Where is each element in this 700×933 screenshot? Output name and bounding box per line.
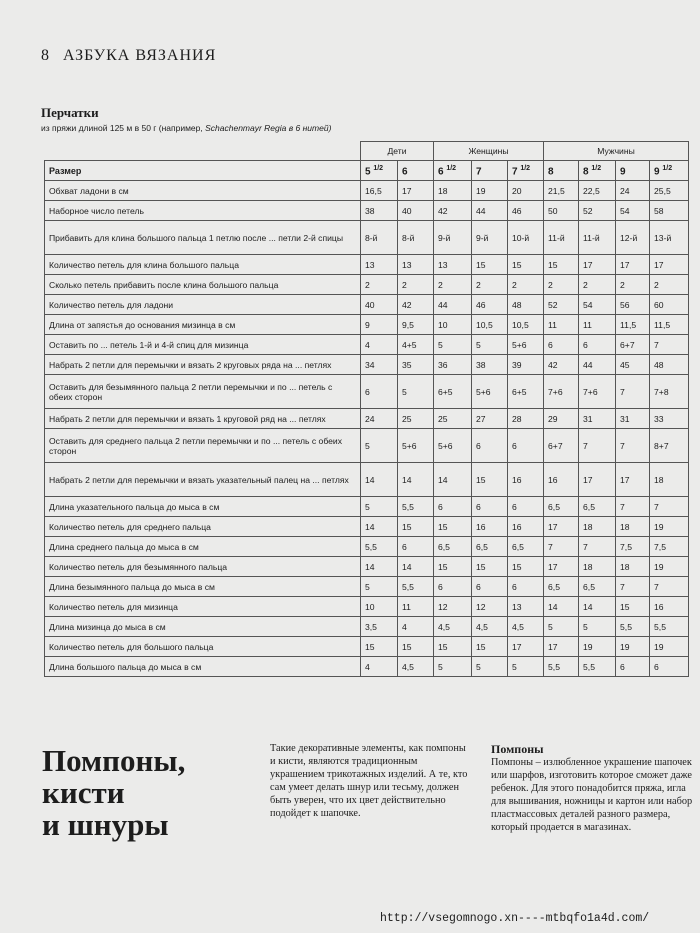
row-value: 17 (650, 255, 689, 275)
row-value: 6,5 (544, 577, 579, 597)
row-value: 6,5 (472, 537, 508, 557)
row-value: 14 (398, 557, 434, 577)
row-value: 6 (434, 577, 472, 597)
row-value: 6+5 (434, 375, 472, 409)
table-row (45, 463, 689, 497)
row-value: 14 (579, 597, 616, 617)
table-row (45, 497, 689, 517)
row-value: 7,5 (616, 537, 650, 557)
row-value: 44 (472, 201, 508, 221)
row-value: 18 (650, 463, 689, 497)
table-row (45, 221, 689, 255)
table-row (45, 375, 689, 409)
row-label: Длина мизинца до мыса в см (45, 617, 361, 637)
row-value: 5+6 (398, 429, 434, 463)
row-value: 18 (579, 517, 616, 537)
table-row (45, 181, 689, 201)
row-value: 5,5 (650, 617, 689, 637)
footer-url: http://vsegomnogo.xn----mtbqfo1a4d.com/ (380, 912, 650, 925)
pompons-paragraph: Помпоны – излюбленное украшение шапочек или шарфов, изготовить которое сможет даже ребенок. Для этого понадобится пряжа, игла для вышивания, ножницы и картон или набор пластмассовых деталей разного размера, который продается в магазинах. (491, 757, 693, 833)
size-fraction: 1/2 (591, 164, 602, 172)
row-label: Количество петель для безымянного пальца (45, 557, 361, 577)
size-main: 5 (365, 166, 371, 178)
row-value: 13 (508, 597, 544, 617)
row-value: 7+8 (650, 375, 689, 409)
table-row (45, 275, 689, 295)
row-value: 6 (361, 375, 398, 409)
group-header-row (45, 142, 689, 161)
page-number: 8 (41, 47, 49, 64)
row-value: 15 (616, 597, 650, 617)
size-cell (434, 161, 472, 181)
row-value: 50 (544, 201, 579, 221)
row-value: 17 (616, 255, 650, 275)
row-value: 9-й (434, 221, 472, 255)
group-header-blank (45, 142, 361, 161)
row-value: 19 (650, 637, 689, 657)
row-label: Длина от запястья до основания мизинца в см (45, 315, 361, 335)
size-header-row (45, 161, 689, 181)
row-value: 5,5 (398, 497, 434, 517)
table-row (45, 557, 689, 577)
row-value: 16,5 (361, 181, 398, 201)
size-cell (472, 161, 508, 181)
table-row (45, 597, 689, 617)
row-value: 11,5 (616, 315, 650, 335)
size-main: 7 (476, 166, 482, 178)
row-value: 2 (508, 275, 544, 295)
row-value: 19 (650, 517, 689, 537)
row-value: 6,5 (579, 497, 616, 517)
row-value: 7 (544, 537, 579, 557)
row-value: 27 (472, 409, 508, 429)
row-value: 9 (361, 315, 398, 335)
row-value: 2 (361, 275, 398, 295)
row-value: 25,5 (650, 181, 689, 201)
row-value: 15 (472, 463, 508, 497)
row-value: 5 (361, 497, 398, 517)
row-value: 6,5 (544, 497, 579, 517)
row-label: Обхват ладони в см (45, 181, 361, 201)
page-header (41, 47, 216, 65)
row-value: 5 (579, 617, 616, 637)
row-value: 5,5 (616, 617, 650, 637)
row-value: 5 (472, 657, 508, 677)
table-row (45, 637, 689, 657)
size-fraction: 1/2 (520, 164, 531, 172)
row-value: 5,5 (544, 657, 579, 677)
row-value: 54 (616, 201, 650, 221)
row-value: 8-й (398, 221, 434, 255)
size-cell (398, 161, 434, 181)
row-value: 5+6 (434, 429, 472, 463)
row-value: 4,5 (508, 617, 544, 637)
row-value: 14 (361, 463, 398, 497)
row-label: Наборное число петель (45, 201, 361, 221)
row-value: 14 (361, 557, 398, 577)
row-value: 13 (361, 255, 398, 275)
row-label: Оставить для среднего пальца 2 петли перемычки и по ... петель с обеих сторон (45, 429, 361, 463)
row-value: 14 (398, 463, 434, 497)
row-value: 18 (579, 557, 616, 577)
row-value: 5 (508, 657, 544, 677)
row-label: Количество петель для мизинца (45, 597, 361, 617)
row-value: 2 (398, 275, 434, 295)
row-value: 6 (472, 429, 508, 463)
row-label: Количество петель для среднего пальца (45, 517, 361, 537)
row-value: 6,5 (508, 537, 544, 557)
table-row (45, 201, 689, 221)
row-value: 15 (508, 255, 544, 275)
table-row (45, 657, 689, 677)
row-value: 7 (616, 429, 650, 463)
section-title: Перчатки (41, 105, 99, 120)
pompons-heading (42, 745, 185, 841)
row-value: 15 (434, 637, 472, 657)
row-value: 6 (544, 335, 579, 355)
row-value: 52 (544, 295, 579, 315)
row-value: 6 (472, 577, 508, 597)
row-value: 42 (544, 355, 579, 375)
row-value: 6+7 (544, 429, 579, 463)
row-value: 5 (472, 335, 508, 355)
row-value: 6+5 (508, 375, 544, 409)
row-value: 5 (398, 375, 434, 409)
row-value: 31 (616, 409, 650, 429)
row-value: 6 (508, 497, 544, 517)
row-value: 7 (650, 335, 689, 355)
row-value: 38 (361, 201, 398, 221)
row-value: 15 (544, 255, 579, 275)
row-value: 15 (508, 557, 544, 577)
row-value: 2 (650, 275, 689, 295)
row-value: 31 (579, 409, 616, 429)
size-fraction: 1/2 (373, 164, 384, 172)
row-value: 7 (616, 497, 650, 517)
row-value: 2 (616, 275, 650, 295)
size-cell (616, 161, 650, 181)
row-value: 2 (472, 275, 508, 295)
size-main: 9 (654, 166, 660, 178)
row-value: 42 (434, 201, 472, 221)
row-value: 6,5 (434, 537, 472, 557)
row-value: 13-й (650, 221, 689, 255)
row-value: 5,5 (579, 657, 616, 677)
row-value: 17 (544, 637, 579, 657)
book-title: АЗБУКА ВЯЗАНИЯ (63, 47, 217, 64)
row-value: 48 (650, 355, 689, 375)
row-label: Оставить по ... петель 1-й и 4-й спиц для мизинца (45, 335, 361, 355)
row-value: 6+7 (616, 335, 650, 355)
pompons-section (491, 742, 696, 834)
row-value: 4 (361, 335, 398, 355)
row-value: 16 (650, 597, 689, 617)
table-row (45, 355, 689, 375)
row-value: 58 (650, 201, 689, 221)
row-value: 45 (616, 355, 650, 375)
row-value: 9-й (472, 221, 508, 255)
row-value: 4 (398, 617, 434, 637)
row-value: 40 (361, 295, 398, 315)
row-value: 7 (650, 497, 689, 517)
row-value: 21,5 (544, 181, 579, 201)
size-fraction: 1/2 (662, 164, 673, 172)
row-value: 5+6 (472, 375, 508, 409)
row-value: 15 (472, 557, 508, 577)
row-value: 6 (616, 657, 650, 677)
row-value: 40 (398, 201, 434, 221)
section-subtitle (41, 123, 331, 133)
table-row (45, 577, 689, 597)
table-row (45, 409, 689, 429)
size-cell (579, 161, 616, 181)
row-value: 16 (508, 517, 544, 537)
row-value: 7,5 (650, 537, 689, 557)
row-value: 56 (616, 295, 650, 315)
row-value: 14 (434, 463, 472, 497)
row-value: 12 (472, 597, 508, 617)
row-label: Набрать 2 петли для перемычки и вязать 2 круговых ряда на ... петлях (45, 355, 361, 375)
row-value: 4 (361, 657, 398, 677)
size-main: 8 (548, 166, 554, 178)
table-row (45, 617, 689, 637)
row-value: 7 (650, 577, 689, 597)
row-value: 2 (579, 275, 616, 295)
heading-line-2: кисти (42, 775, 125, 810)
row-value: 28 (508, 409, 544, 429)
row-value: 2 (544, 275, 579, 295)
row-value: 48 (508, 295, 544, 315)
row-value: 10-й (508, 221, 544, 255)
row-value: 44 (434, 295, 472, 315)
group-children: Дети (361, 142, 434, 161)
row-value: 35 (398, 355, 434, 375)
row-value: 15 (398, 517, 434, 537)
size-cell (650, 161, 689, 181)
row-label: Прибавить для клина большого пальца 1 петлю после ... петли 2-й спицы (45, 221, 361, 255)
row-value: 52 (579, 201, 616, 221)
row-value: 17 (544, 557, 579, 577)
size-main: 9 (620, 166, 626, 178)
row-value: 7+6 (579, 375, 616, 409)
row-label: Длина среднего пальца до мыса в см (45, 537, 361, 557)
row-label: Сколько петель прибавить после клина большого пальца (45, 275, 361, 295)
row-value: 9,5 (398, 315, 434, 335)
row-value: 19 (616, 637, 650, 657)
row-value: 5 (434, 335, 472, 355)
group-men: Мужчины (544, 142, 689, 161)
row-value: 6 (434, 497, 472, 517)
group-women: Женщины (434, 142, 544, 161)
size-cell (544, 161, 579, 181)
heading-line-3: и шнуры (42, 807, 169, 842)
row-label: Набрать 2 петли для перемычки и вязать 1 круговой ряд на ... петлях (45, 409, 361, 429)
row-value: 16 (544, 463, 579, 497)
row-value: 33 (650, 409, 689, 429)
row-value: 22,5 (579, 181, 616, 201)
row-value: 15 (472, 255, 508, 275)
row-value: 10,5 (472, 315, 508, 335)
size-cell (361, 161, 398, 181)
row-value: 6 (508, 577, 544, 597)
row-value: 5 (434, 657, 472, 677)
row-value: 7 (579, 429, 616, 463)
row-value: 46 (472, 295, 508, 315)
row-label: Длина указательного пальца до мыса в см (45, 497, 361, 517)
row-value: 15 (361, 637, 398, 657)
row-value: 4,5 (472, 617, 508, 637)
row-value: 8-й (361, 221, 398, 255)
row-label: Количество петель для клина большого пальца (45, 255, 361, 275)
row-value: 5 (361, 577, 398, 597)
row-value: 7 (579, 537, 616, 557)
row-label: Длина безымянного пальца до мыса в см (45, 577, 361, 597)
row-value: 38 (472, 355, 508, 375)
table-row (45, 517, 689, 537)
size-fraction: 1/2 (446, 164, 457, 172)
heading-line-1: Помпоны, (42, 743, 186, 778)
row-value: 42 (398, 295, 434, 315)
row-value: 11 (579, 315, 616, 335)
row-value: 6 (508, 429, 544, 463)
size-main: 8 (583, 166, 589, 178)
row-value: 5,5 (361, 537, 398, 557)
row-value: 11 (544, 315, 579, 335)
row-value: 54 (579, 295, 616, 315)
row-value: 18 (616, 517, 650, 537)
row-value: 12 (434, 597, 472, 617)
size-main: 6 (402, 166, 408, 178)
table-row (45, 335, 689, 355)
row-value: 7 (616, 375, 650, 409)
row-label: Набрать 2 петли для перемычки и вязать указательный палец на ... петлях (45, 463, 361, 497)
row-value: 5+6 (508, 335, 544, 355)
row-value: 10 (434, 315, 472, 335)
row-value: 24 (616, 181, 650, 201)
gloves-size-table (44, 141, 689, 677)
subtitle-brand: Schachenmayr Regia в 6 нитей) (205, 123, 332, 133)
row-value: 10,5 (508, 315, 544, 335)
row-value: 29 (544, 409, 579, 429)
row-value: 17 (579, 255, 616, 275)
pompons-subheading: Помпоны (491, 742, 544, 756)
row-value: 15 (472, 637, 508, 657)
row-value: 13 (434, 255, 472, 275)
row-value: 2 (434, 275, 472, 295)
size-main: 7 (512, 166, 518, 178)
row-value: 17 (398, 181, 434, 201)
row-value: 17 (579, 463, 616, 497)
row-value: 46 (508, 201, 544, 221)
row-value: 4,5 (434, 617, 472, 637)
row-value: 5 (361, 429, 398, 463)
row-value: 44 (579, 355, 616, 375)
row-value: 5,5 (398, 577, 434, 597)
row-value: 16 (472, 517, 508, 537)
row-value: 19 (472, 181, 508, 201)
row-value: 4+5 (398, 335, 434, 355)
row-value: 6 (650, 657, 689, 677)
row-value: 4,5 (398, 657, 434, 677)
row-value: 6,5 (579, 577, 616, 597)
row-value: 11-й (579, 221, 616, 255)
subtitle-prefix: из пряжи длиной 125 м в 50 г (например, (41, 123, 203, 133)
row-value: 60 (650, 295, 689, 315)
row-value: 10 (361, 597, 398, 617)
row-value: 36 (434, 355, 472, 375)
row-value: 13 (398, 255, 434, 275)
row-value: 12-й (616, 221, 650, 255)
row-value: 6 (472, 497, 508, 517)
row-value: 3,5 (361, 617, 398, 637)
row-value: 8+7 (650, 429, 689, 463)
row-value: 19 (579, 637, 616, 657)
table-row (45, 255, 689, 275)
table-row (45, 295, 689, 315)
row-value: 19 (650, 557, 689, 577)
row-value: 18 (434, 181, 472, 201)
size-label: Размер (45, 161, 361, 181)
row-value: 15 (398, 637, 434, 657)
table-row (45, 537, 689, 557)
intro-paragraph: Такие декоративные элементы, как помпоны и кисти, являются традиционным украшением трикотажных изделий. А те, кто сам умеет делать шнур или тесьму, должен быть уверен, что их цвет действительно подойдет к шапочке. (270, 743, 468, 819)
table-row (45, 315, 689, 335)
row-value: 11-й (544, 221, 579, 255)
row-value: 15 (434, 517, 472, 537)
row-value: 17 (616, 463, 650, 497)
row-value: 11,5 (650, 315, 689, 335)
row-label: Длина большого пальца до мыса в см (45, 657, 361, 677)
row-value: 24 (361, 409, 398, 429)
row-label: Количество петель для большого пальца (45, 637, 361, 657)
row-value: 17 (544, 517, 579, 537)
row-value: 25 (398, 409, 434, 429)
row-label: Количество петель для ладони (45, 295, 361, 315)
row-value: 17 (508, 637, 544, 657)
row-value: 11 (398, 597, 434, 617)
row-value: 7+6 (544, 375, 579, 409)
row-value: 18 (616, 557, 650, 577)
row-value: 16 (508, 463, 544, 497)
row-value: 6 (579, 335, 616, 355)
row-value: 6 (398, 537, 434, 557)
row-value: 7 (616, 577, 650, 597)
row-value: 14 (361, 517, 398, 537)
size-main: 6 (438, 166, 444, 178)
row-value: 15 (434, 557, 472, 577)
table-row (45, 429, 689, 463)
row-value: 25 (434, 409, 472, 429)
row-value: 20 (508, 181, 544, 201)
row-value: 39 (508, 355, 544, 375)
row-value: 34 (361, 355, 398, 375)
row-value: 5 (544, 617, 579, 637)
row-value: 14 (544, 597, 579, 617)
size-cell (508, 161, 544, 181)
row-label: Оставить для безымянного пальца 2 петли перемычки и по ... петель с обеих сторон (45, 375, 361, 409)
